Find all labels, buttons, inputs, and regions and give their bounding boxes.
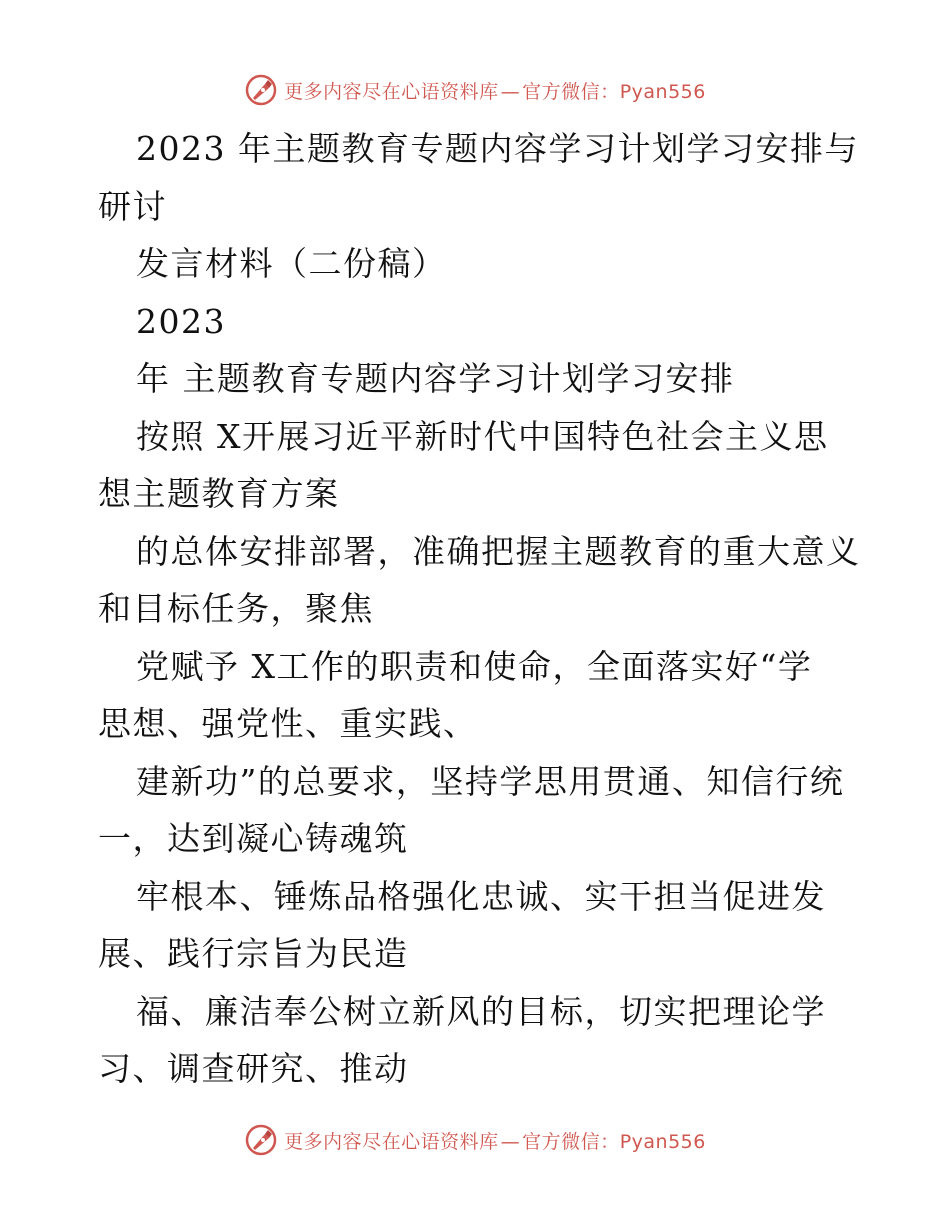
document-line: 发言材料（二份稿） [136, 244, 447, 283]
document-line: 和目标任务，聚焦 [98, 589, 374, 628]
pen-nib-logo-icon [244, 73, 278, 107]
document-line: 2023 [136, 301, 226, 341]
header-watermark [0, 70, 950, 110]
document-line: 党赋予 X工作的职责和使命，全面落实好“学 [136, 646, 813, 686]
document-line: 福、廉洁奉公树立新风的目标，切实把理论学 [136, 991, 826, 1031]
document-line: 想主题教育方案 [98, 474, 340, 513]
pen-nib-logo-icon [244, 1123, 278, 1157]
document-line: 思想、强党性、重实践、 [98, 704, 478, 743]
document-line: 一，达到凝心铸魂筑 [98, 819, 409, 858]
document-line: 2023 年主题教育专题内容学习计划学习安排与 [136, 129, 859, 168]
document-line: 建新功”的总要求，坚持学思用贯通、知信行统 [136, 761, 845, 801]
watermark-brand: 更多内容尽在心语资料库 [284, 1130, 499, 1153]
watermark-wechat-label: 官方微信： [522, 80, 620, 103]
watermark-wechat-id: Pyan556 [619, 1130, 706, 1153]
document-line: 按照 X开展习近平新时代中国特色社会主义思 [136, 416, 829, 456]
watermark-wechat-id: Pyan556 [619, 80, 706, 103]
watermark-text [284, 77, 706, 104]
watermark-brand: 更多内容尽在心语资料库 [284, 80, 499, 103]
document-line: 展、践行宗旨为民造 [98, 934, 409, 973]
watermark-text [284, 1127, 706, 1154]
document-line: 年 主题教育专题内容学习计划学习安排 [136, 359, 735, 398]
footer-watermark [0, 1120, 950, 1160]
document-line: 研讨 [98, 186, 167, 226]
document-body [98, 120, 868, 1098]
document-line: 的总体安排部署，准确把握主题教育的重大意义 [136, 531, 861, 571]
document-line: 牢根本、锤炼品格强化忠诚、实干担当促进发 [136, 876, 826, 916]
watermark-wechat-label: 官方微信： [522, 1130, 620, 1153]
watermark-separator: — [500, 80, 521, 103]
document-line: 习、调查研究、推动 [98, 1049, 409, 1088]
watermark-separator: — [500, 1130, 521, 1153]
